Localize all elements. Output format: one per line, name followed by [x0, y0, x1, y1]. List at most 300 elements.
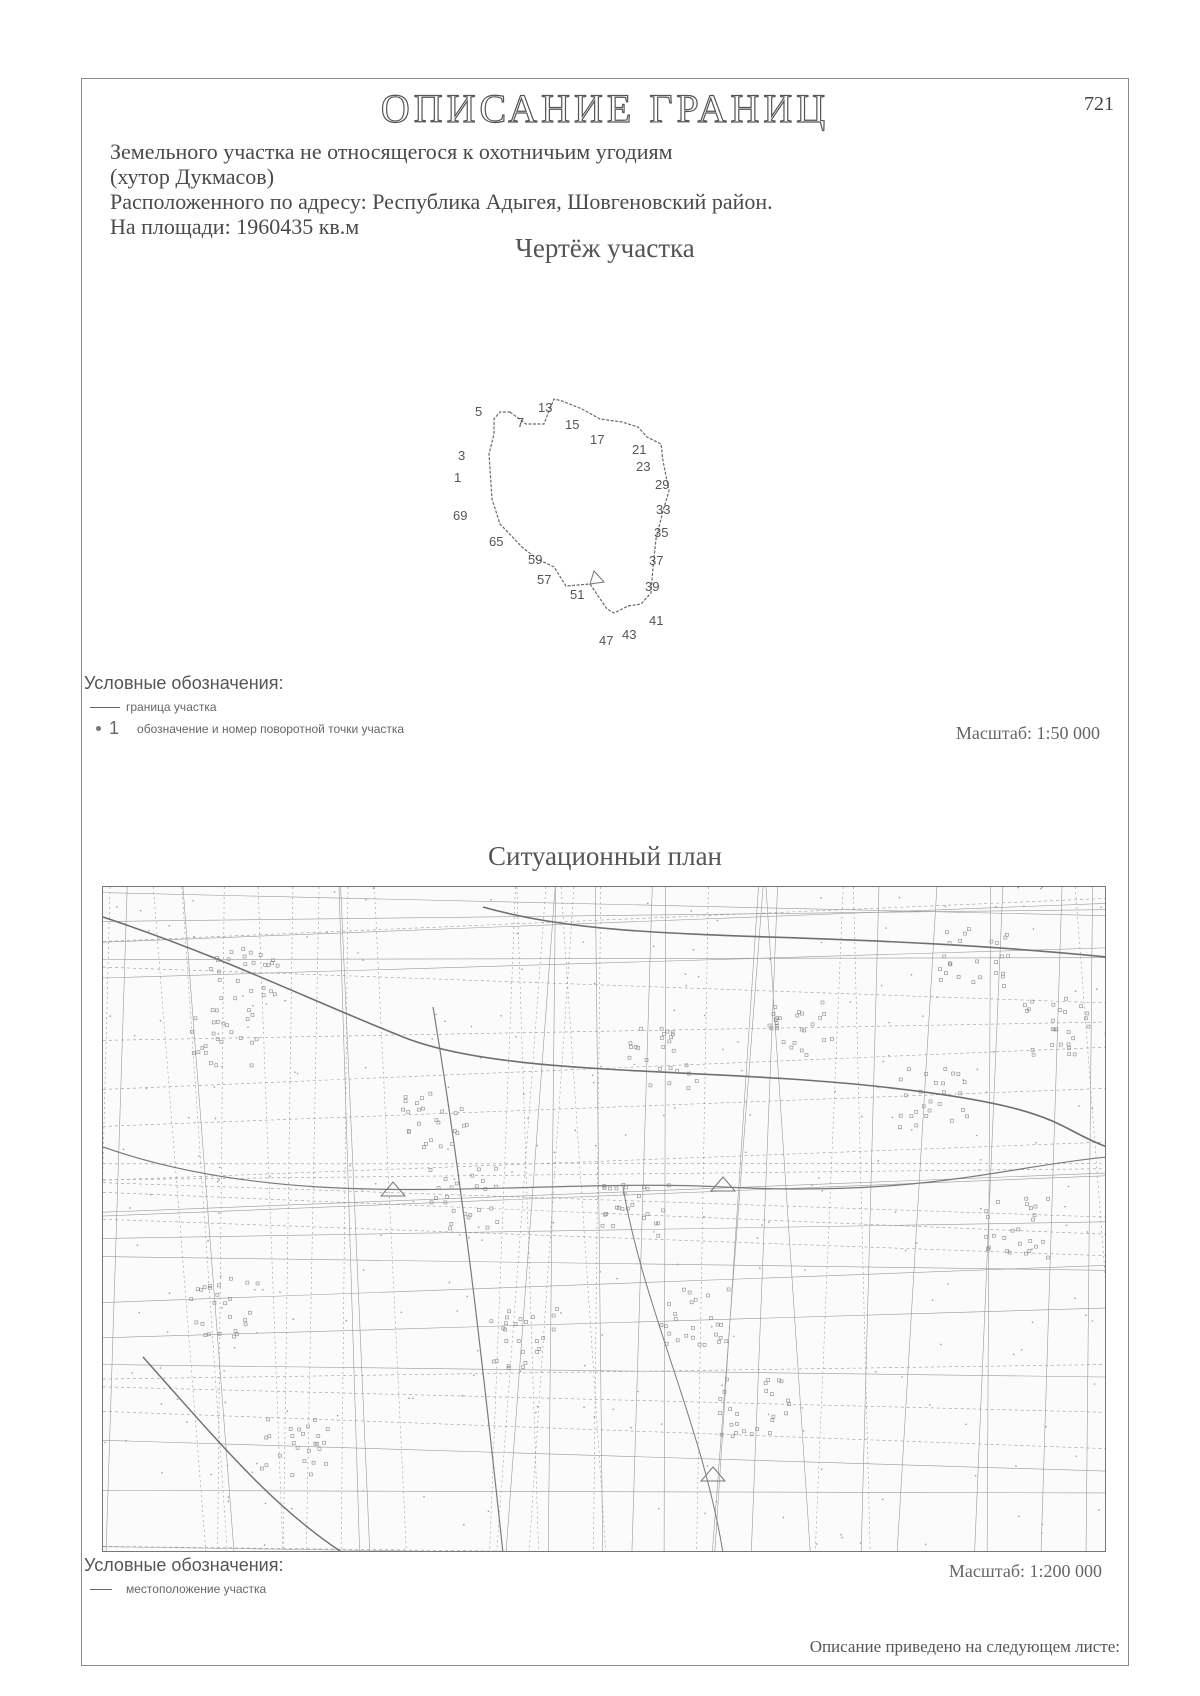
map-dot	[207, 1240, 209, 1242]
map-dot	[160, 1367, 162, 1369]
settlement-block	[621, 1208, 624, 1211]
settlement-block	[462, 1124, 465, 1127]
map-dot	[1031, 1248, 1033, 1250]
settlement-block	[542, 1337, 545, 1340]
drawing-heading: Чертёж участка	[515, 233, 695, 263]
settlement-block	[729, 1408, 732, 1411]
point-label-29: 29	[655, 477, 670, 492]
settlement-block	[1029, 1207, 1032, 1210]
settlement-block	[495, 1359, 498, 1362]
settlement-block	[291, 1474, 294, 1477]
settlement-block	[215, 1009, 218, 1012]
settlement-block	[242, 948, 245, 951]
settlement-block	[944, 972, 947, 975]
map-dot	[1018, 1516, 1020, 1518]
legend-boundary	[90, 700, 217, 714]
settlement-block	[735, 1422, 738, 1425]
info-line-locality: (хутор Дукмасов)	[110, 164, 275, 189]
road	[103, 917, 1106, 1147]
settlement-block	[209, 967, 212, 970]
map-dot	[583, 1406, 585, 1408]
point-label-1: 1	[454, 470, 462, 485]
settlement-block	[441, 1110, 444, 1113]
point-label-3: 3	[458, 448, 466, 463]
settlement-block	[535, 1340, 538, 1343]
settlement-block	[204, 1334, 207, 1337]
map-dot	[1100, 907, 1102, 909]
map-dot	[279, 1291, 281, 1293]
map-dot	[459, 1234, 461, 1236]
settlement-block	[1031, 1218, 1034, 1221]
map-dot	[1015, 1465, 1017, 1467]
map-dot	[717, 920, 719, 922]
settlement-block	[505, 1340, 508, 1343]
map-dot	[698, 976, 700, 978]
field-line	[103, 893, 1106, 916]
map-dot	[481, 1239, 483, 1241]
map-dot	[553, 1222, 555, 1224]
settlement-block	[961, 1108, 964, 1111]
settlement-block	[657, 1234, 660, 1237]
settlement-block	[303, 1460, 306, 1463]
map-dot	[704, 1015, 706, 1017]
settlement-block	[1033, 1214, 1036, 1217]
map-dot	[877, 1087, 879, 1089]
plan-scale: Масштаб: 1:200 000	[948, 1561, 1102, 1581]
map-dot	[227, 1465, 229, 1467]
settlement-block	[660, 1036, 663, 1039]
settlement-block	[682, 1288, 685, 1291]
map-dot	[134, 1035, 136, 1037]
field-line	[766, 887, 810, 1552]
settlement-block	[662, 1209, 665, 1212]
map-dot	[1075, 990, 1077, 992]
settlement-block	[963, 1081, 966, 1084]
map-dot	[976, 1135, 978, 1137]
settlement-block	[475, 1185, 478, 1188]
map-dot	[911, 974, 913, 976]
settlement-block	[302, 1432, 305, 1435]
map-dot	[901, 1376, 903, 1378]
settlement-block	[325, 1462, 328, 1465]
settlement-block	[194, 1017, 197, 1020]
map-dot	[993, 1051, 995, 1053]
map-dot	[1066, 1225, 1068, 1227]
settlement-block	[1041, 1240, 1044, 1243]
map-dot	[167, 1331, 169, 1333]
settlement-block	[234, 1329, 237, 1332]
map-dot	[462, 1395, 464, 1397]
settlement-block	[252, 961, 255, 964]
field-line	[103, 1490, 1106, 1493]
settlement-block	[694, 1298, 697, 1301]
settlement-block	[672, 1049, 675, 1052]
settlement-block	[246, 1281, 249, 1284]
map-dot	[936, 996, 938, 998]
map-dot	[861, 1116, 863, 1118]
settlement-block	[805, 1054, 808, 1057]
settlement-block	[690, 1301, 693, 1304]
field-line	[1086, 887, 1093, 1552]
settlement-block	[942, 1091, 945, 1094]
point-label-65: 65	[489, 534, 504, 549]
settlement-block	[195, 1321, 198, 1324]
map-dot	[560, 1312, 562, 1314]
field-line	[853, 887, 870, 1552]
settlement-block	[244, 1323, 247, 1326]
map-dot	[975, 1475, 977, 1477]
settlement-block	[455, 1182, 458, 1185]
settlement-block	[452, 1209, 455, 1212]
settlement-block	[637, 1195, 640, 1198]
settlement-block	[768, 1432, 771, 1435]
point-label-69: 69	[453, 508, 468, 523]
settlement-block	[646, 1188, 649, 1191]
map-dot	[500, 1015, 502, 1017]
legend-point-label: обозначение и номер поворотной точки участка	[137, 721, 405, 736]
field-line	[697, 887, 709, 1552]
settlement-block	[276, 964, 279, 967]
map-dot	[647, 903, 649, 905]
map-dot	[186, 1421, 188, 1423]
map-dot	[227, 1501, 229, 1503]
map-dot	[1064, 1206, 1066, 1208]
settlement-block	[787, 1399, 790, 1402]
settlement-block	[976, 960, 979, 963]
map-dot	[1098, 1509, 1100, 1511]
map-dot	[218, 1179, 220, 1181]
field-line	[103, 1222, 1106, 1239]
map-dot	[362, 1490, 364, 1492]
settlement-block	[669, 1067, 672, 1070]
map-dot	[228, 1496, 230, 1498]
settlement-block	[430, 1201, 433, 1204]
settlement-block	[404, 1095, 407, 1098]
settlement-block	[213, 1301, 216, 1304]
map-dot	[1041, 1532, 1043, 1534]
map-dot	[380, 1234, 382, 1236]
map-dot	[690, 910, 692, 912]
map-dot	[677, 1264, 679, 1266]
map-dot	[177, 1398, 179, 1400]
settlement-block	[790, 1046, 793, 1049]
settlement-block	[1025, 1197, 1028, 1200]
map-dot	[885, 927, 887, 929]
settlement-block	[465, 1124, 468, 1127]
map-dot	[922, 1015, 924, 1017]
map-dot	[757, 1237, 759, 1239]
map-dot	[722, 1049, 724, 1051]
settlement-block	[952, 1072, 955, 1075]
settlement-block	[236, 979, 239, 982]
map-dot	[881, 985, 883, 987]
map-dot	[234, 1347, 236, 1349]
situation-map	[102, 886, 1106, 1552]
map-dot	[160, 1020, 162, 1022]
map-dot	[210, 1474, 212, 1476]
field-line	[506, 887, 555, 1552]
settlement-block	[201, 1322, 204, 1325]
map-dot	[932, 1299, 934, 1301]
map-dot	[599, 1271, 601, 1273]
map-dot	[448, 1086, 450, 1088]
settlement-block	[992, 1234, 995, 1237]
settlement-block	[326, 1428, 329, 1431]
map-dot	[1078, 1105, 1080, 1107]
road	[433, 1007, 503, 1552]
map-dot	[634, 1064, 636, 1066]
map-dot	[1092, 1108, 1094, 1110]
settlement-block	[959, 1092, 962, 1095]
settlement-block	[211, 1009, 214, 1012]
map-dot	[104, 1442, 106, 1444]
settlement-block	[260, 1467, 263, 1470]
field-line	[1075, 887, 1106, 1552]
settlement-block	[925, 1072, 928, 1075]
settlement-block	[309, 1473, 312, 1476]
map-dot	[169, 1292, 171, 1294]
river	[623, 1187, 723, 1552]
settlement-block	[1067, 1047, 1070, 1050]
map-dot	[217, 1181, 219, 1183]
map-dot	[116, 906, 118, 908]
settlement-block	[1017, 1228, 1020, 1231]
map-dot	[925, 1544, 927, 1546]
map-dot	[711, 1326, 713, 1328]
settlement-block	[429, 1139, 432, 1142]
settlement-block	[1031, 1048, 1034, 1051]
map-dot	[940, 1344, 942, 1346]
settlement-block	[736, 1413, 739, 1416]
map-dot	[1094, 1383, 1096, 1385]
map-dot	[1021, 1349, 1023, 1351]
settlement-block	[687, 1087, 690, 1090]
settlement-block	[793, 1041, 796, 1044]
settlement-block	[685, 1064, 688, 1067]
settlement-block	[658, 1067, 661, 1070]
field-line	[529, 887, 574, 1552]
map-dot	[221, 1307, 223, 1309]
settlement-block	[450, 1186, 453, 1189]
map-dot	[820, 897, 822, 899]
settlement-block	[267, 1418, 270, 1421]
settlement-block	[1086, 1012, 1089, 1015]
map-dot	[146, 1088, 148, 1090]
map-dot	[900, 1128, 902, 1130]
settlement-block	[1051, 1043, 1054, 1046]
settlement-block	[668, 1332, 671, 1335]
settlement-block	[1067, 1043, 1070, 1046]
map-dot	[1087, 1231, 1089, 1233]
map-dot	[262, 1289, 264, 1291]
map-dot	[882, 1061, 884, 1063]
map-dot	[1074, 1298, 1076, 1300]
settlement-block	[502, 1327, 505, 1330]
settlement-block	[249, 951, 252, 954]
settlement-block	[725, 1340, 728, 1343]
map-dot	[783, 1517, 785, 1519]
map-dot	[818, 1177, 820, 1179]
map-dot	[400, 1311, 402, 1313]
map-dot	[221, 1066, 223, 1068]
settlement-block	[674, 1313, 677, 1316]
map-dot	[612, 1409, 614, 1411]
field-line	[815, 887, 843, 1552]
point-label-57: 57	[537, 572, 552, 587]
settlement-block	[691, 1336, 694, 1339]
point-label-47: 47	[599, 633, 614, 648]
settlement-block	[1068, 1053, 1071, 1056]
field-line	[103, 1265, 1106, 1302]
settlement-block	[444, 1178, 447, 1181]
settlement-block	[504, 1328, 507, 1331]
settlement-block	[1029, 1239, 1032, 1242]
map-dot	[188, 1117, 190, 1119]
settlement-block	[934, 1081, 937, 1084]
map-dot	[600, 1066, 602, 1068]
settlement-block	[899, 1078, 902, 1081]
map-dot	[630, 1427, 632, 1429]
map-dot	[882, 1499, 884, 1501]
settlement-block	[915, 1124, 918, 1127]
map-dot	[721, 1385, 723, 1387]
settlement-block	[417, 1122, 420, 1125]
settlement-block	[1047, 1197, 1050, 1200]
point-label-39: 39	[645, 579, 660, 594]
settlement-block	[979, 976, 982, 979]
map-dot	[219, 1166, 221, 1168]
point-marker-icon	[96, 726, 101, 731]
map-dot	[737, 1041, 739, 1043]
map-dot	[916, 1242, 918, 1244]
map-dot	[1023, 905, 1025, 907]
map-dot	[625, 1134, 627, 1136]
point-marker-number: 1	[109, 718, 120, 738]
point-label-35: 35	[654, 525, 669, 540]
map-dot	[553, 1152, 555, 1154]
map-dot	[140, 910, 142, 912]
settlement-block	[251, 1041, 254, 1044]
settlement-block	[1011, 1229, 1014, 1232]
settlement-block	[222, 1022, 225, 1025]
map-dot	[349, 1165, 351, 1167]
settlement-block	[1018, 1242, 1021, 1245]
settlement-block	[402, 1108, 405, 1111]
map-dot	[978, 1169, 980, 1171]
field-line	[103, 1440, 1106, 1471]
map-dot	[480, 1057, 482, 1059]
settlement-block	[203, 1286, 206, 1289]
settlement-block	[192, 1051, 195, 1054]
settlement-block	[945, 931, 948, 934]
settlement-block	[552, 1328, 555, 1331]
settlement-block	[966, 1115, 969, 1118]
footer-note: Описание приведено на следующем листе:	[809, 1637, 1120, 1656]
map-dot	[877, 1160, 879, 1162]
map-dot	[601, 1334, 603, 1336]
map-dot	[1085, 1314, 1087, 1316]
map-dot	[1092, 1320, 1094, 1322]
field-line	[517, 887, 539, 1552]
map-dot	[431, 1038, 433, 1040]
settlement-block	[1000, 955, 1003, 958]
map-dot	[637, 1391, 639, 1393]
settlement-block	[716, 1323, 719, 1326]
map-dot	[811, 1184, 813, 1186]
settlement-block	[608, 1187, 611, 1190]
map-dot	[834, 1091, 836, 1093]
map-dot	[584, 1365, 586, 1367]
settlement-block	[615, 1187, 618, 1190]
settlement-block	[312, 1461, 315, 1464]
map-triangle-marker	[711, 1177, 735, 1191]
settlement-block	[298, 1428, 301, 1431]
settlement-block	[1058, 1008, 1061, 1011]
settlement-block	[674, 1318, 677, 1321]
settlement-block	[645, 1058, 648, 1061]
page-number: 721	[1084, 93, 1114, 115]
map-dot	[468, 1237, 470, 1239]
map-dot	[363, 1269, 365, 1271]
map-dot	[254, 1289, 256, 1291]
map-dot	[759, 1267, 761, 1269]
map-dot	[478, 1226, 480, 1228]
settlement-block	[234, 997, 237, 1000]
settlement-block	[811, 1023, 814, 1026]
settlement-block	[255, 1038, 258, 1041]
map-dot	[593, 1416, 595, 1418]
map-dot	[704, 1513, 706, 1515]
field-line	[103, 903, 1106, 942]
settlement-block	[196, 1288, 199, 1291]
settlement-block	[676, 1069, 679, 1072]
settlement-block	[730, 1423, 733, 1426]
settlement-block	[514, 1322, 517, 1325]
settlement-block	[915, 1110, 918, 1113]
info-line-purpose: Земельного участка не относящегося к охотничьим угодиям	[110, 139, 673, 164]
plan-legend-title: Условные обозначения:	[84, 1555, 284, 1575]
settlement-block	[429, 1092, 432, 1095]
settlement-block	[819, 1016, 822, 1019]
settlement-block	[494, 1167, 497, 1170]
map-dot	[137, 1244, 139, 1246]
settlement-block	[486, 1226, 489, 1229]
settlement-block	[531, 1316, 534, 1319]
field-line	[103, 1176, 1106, 1216]
settlement-block	[450, 1222, 453, 1225]
settlement-block	[420, 1097, 423, 1100]
settlement-block	[492, 1360, 495, 1363]
map-dot	[816, 1543, 818, 1545]
map-dot	[892, 1117, 894, 1119]
settlement-block	[1025, 1203, 1028, 1206]
map-dot	[262, 986, 264, 988]
settlement-block	[256, 1282, 259, 1285]
settlement-block	[220, 997, 223, 1000]
settlement-block	[942, 1082, 945, 1085]
map-dot	[306, 936, 308, 938]
settlement-block	[229, 1277, 232, 1280]
map-dot	[653, 1231, 655, 1233]
map-dot	[132, 1372, 134, 1374]
settlement-block	[1003, 1236, 1006, 1239]
settlement-block	[995, 942, 998, 945]
settlement-block	[823, 1012, 826, 1015]
map-dot	[161, 1472, 163, 1474]
map-dot	[294, 1071, 296, 1073]
settlement-block	[209, 1061, 212, 1064]
map-dot	[125, 1440, 127, 1442]
